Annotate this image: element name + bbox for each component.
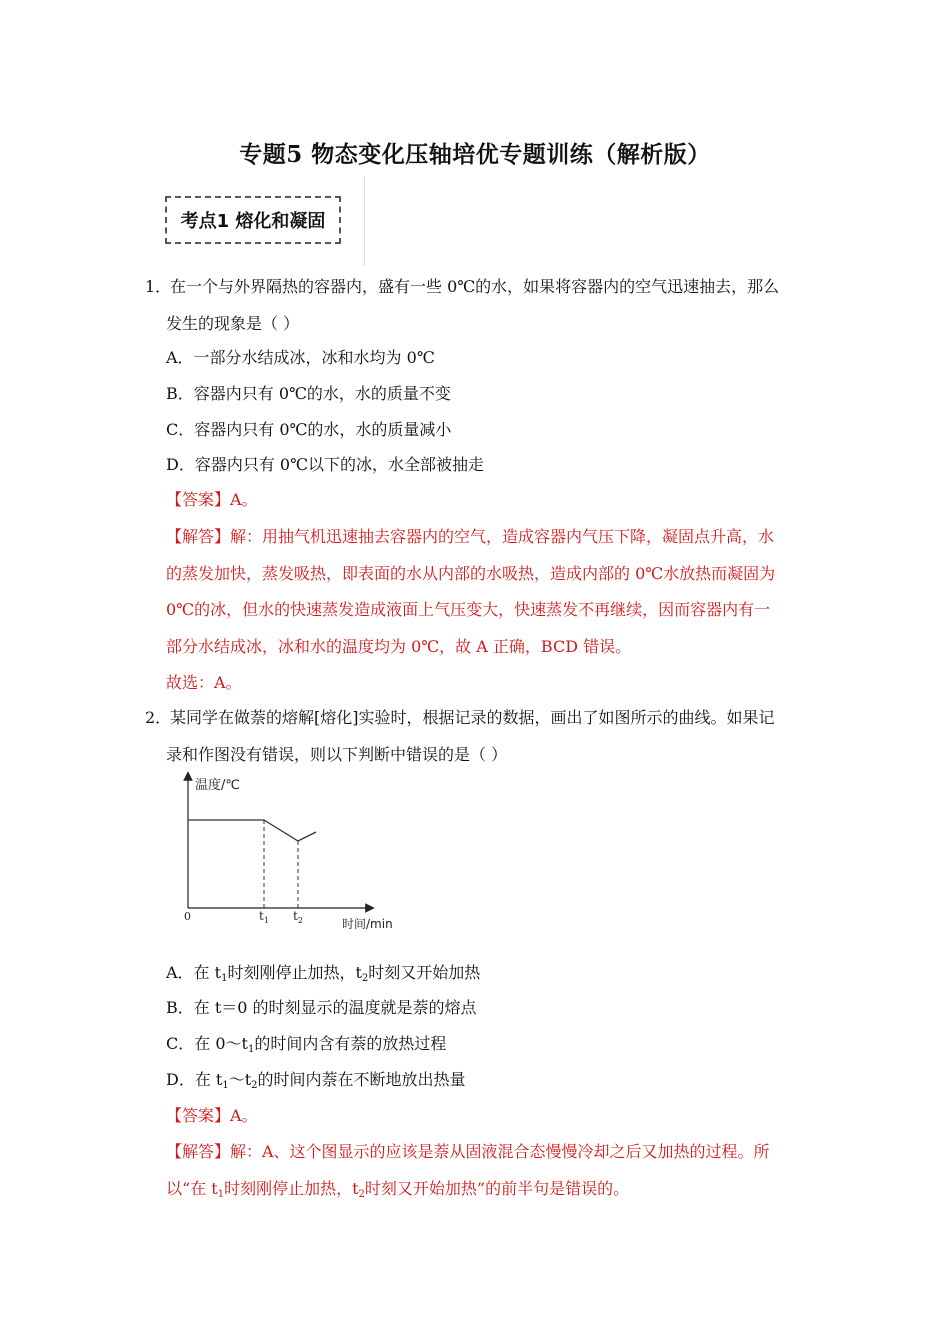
q2-option-a: A．在 $t_1$时刻刚停止加热，$t_2$时刻又开始加热 bbox=[166, 963, 481, 984]
q2-analysis-line: 以“在 $t_1$时刻刚停止加热，$t_2$时刻又开始加热”的前半句是错误的。 bbox=[166, 1179, 630, 1200]
q2-stem-line1: 某同学在做萘的熔解[熔化]实验时，根据记录的数据，画出了如图所示的曲线。如果记 bbox=[170, 708, 775, 727]
q1-answer: 【答案】A。 bbox=[166, 490, 258, 509]
q1-number: 1． bbox=[145, 277, 172, 296]
q2-number: 2． bbox=[145, 708, 172, 727]
q1-option-d: D．容器内只有 0℃以下的冰，水全部被抽走 bbox=[166, 455, 484, 474]
q1-stem-line2: 发生的现象是（ ） bbox=[166, 314, 300, 333]
q1-option-b: B．容器内只有 0℃的水，水的质量不变 bbox=[166, 384, 451, 403]
y-axis-label: 温度/℃ bbox=[195, 778, 240, 793]
t2-label: $t_2$ bbox=[293, 909, 303, 925]
divider bbox=[364, 176, 365, 266]
q1-analysis-line: 【解答】解：用抽气机迅速抽去容器内的空气，造成容器内气压下降，凝固点升高，水 bbox=[166, 527, 775, 546]
q2-option-d: D．在 $t_1\sim t_2$的时间内萘在不断地放出热量 bbox=[166, 1070, 466, 1091]
page-title: 专题5 物态变化压轴培优专题训练（解析版） bbox=[239, 141, 711, 168]
temperature-time-graph bbox=[170, 768, 410, 938]
q2-analysis-line: 【解答】解：A、这个图显示的应该是萘从固液混合态慢慢冷却之后又加热的过程。所 bbox=[166, 1142, 770, 1161]
section-label: 考点1 熔化和凝固 bbox=[165, 196, 341, 244]
q1-option-a: A．一部分水结成冰，冰和水均为 0℃ bbox=[166, 348, 435, 367]
q1-option-c: C．容器内只有 0℃的水，水的质量减小 bbox=[166, 420, 452, 439]
q2-option-c: C．在 $0\sim t_1$的时间内含有萘的放热过程 bbox=[166, 1034, 447, 1055]
q1-stem-line1: 在一个与外界隔热的容器内，盛有一些 0℃的水，如果将容器内的空气迅速抽去，那么 bbox=[170, 277, 780, 296]
q2-answer: 【答案】A。 bbox=[166, 1106, 258, 1125]
q1-analysis-line: 部分水结成冰，冰和水的温度均为 0℃，故 A 正确，BCD 错误。 bbox=[166, 637, 632, 656]
x-axis-label: 时间/min bbox=[342, 917, 393, 931]
t1-label: $t_1$ bbox=[259, 909, 269, 925]
q1-analysis-line: 0℃的冰，但水的快速蒸发造成液面上气压变大，快速蒸发不再继续，因而容器内有一 bbox=[166, 600, 771, 619]
q2-stem-line2: 录和作图没有错误，则以下判断中错误的是（ ） bbox=[166, 745, 508, 764]
temperature-curve bbox=[188, 820, 316, 841]
q2-option-b: B．在 t＝0 的时刻显示的温度就是萘的熔点 bbox=[166, 998, 477, 1017]
q1-analysis-line: 的蒸发加快，蒸发吸热，即表面的水从内部的水吸热，造成内部的 0℃水放热而凝固为 bbox=[166, 564, 776, 583]
origin-label: 0 bbox=[184, 910, 191, 923]
q1-choice: 故选：A。 bbox=[166, 673, 242, 692]
